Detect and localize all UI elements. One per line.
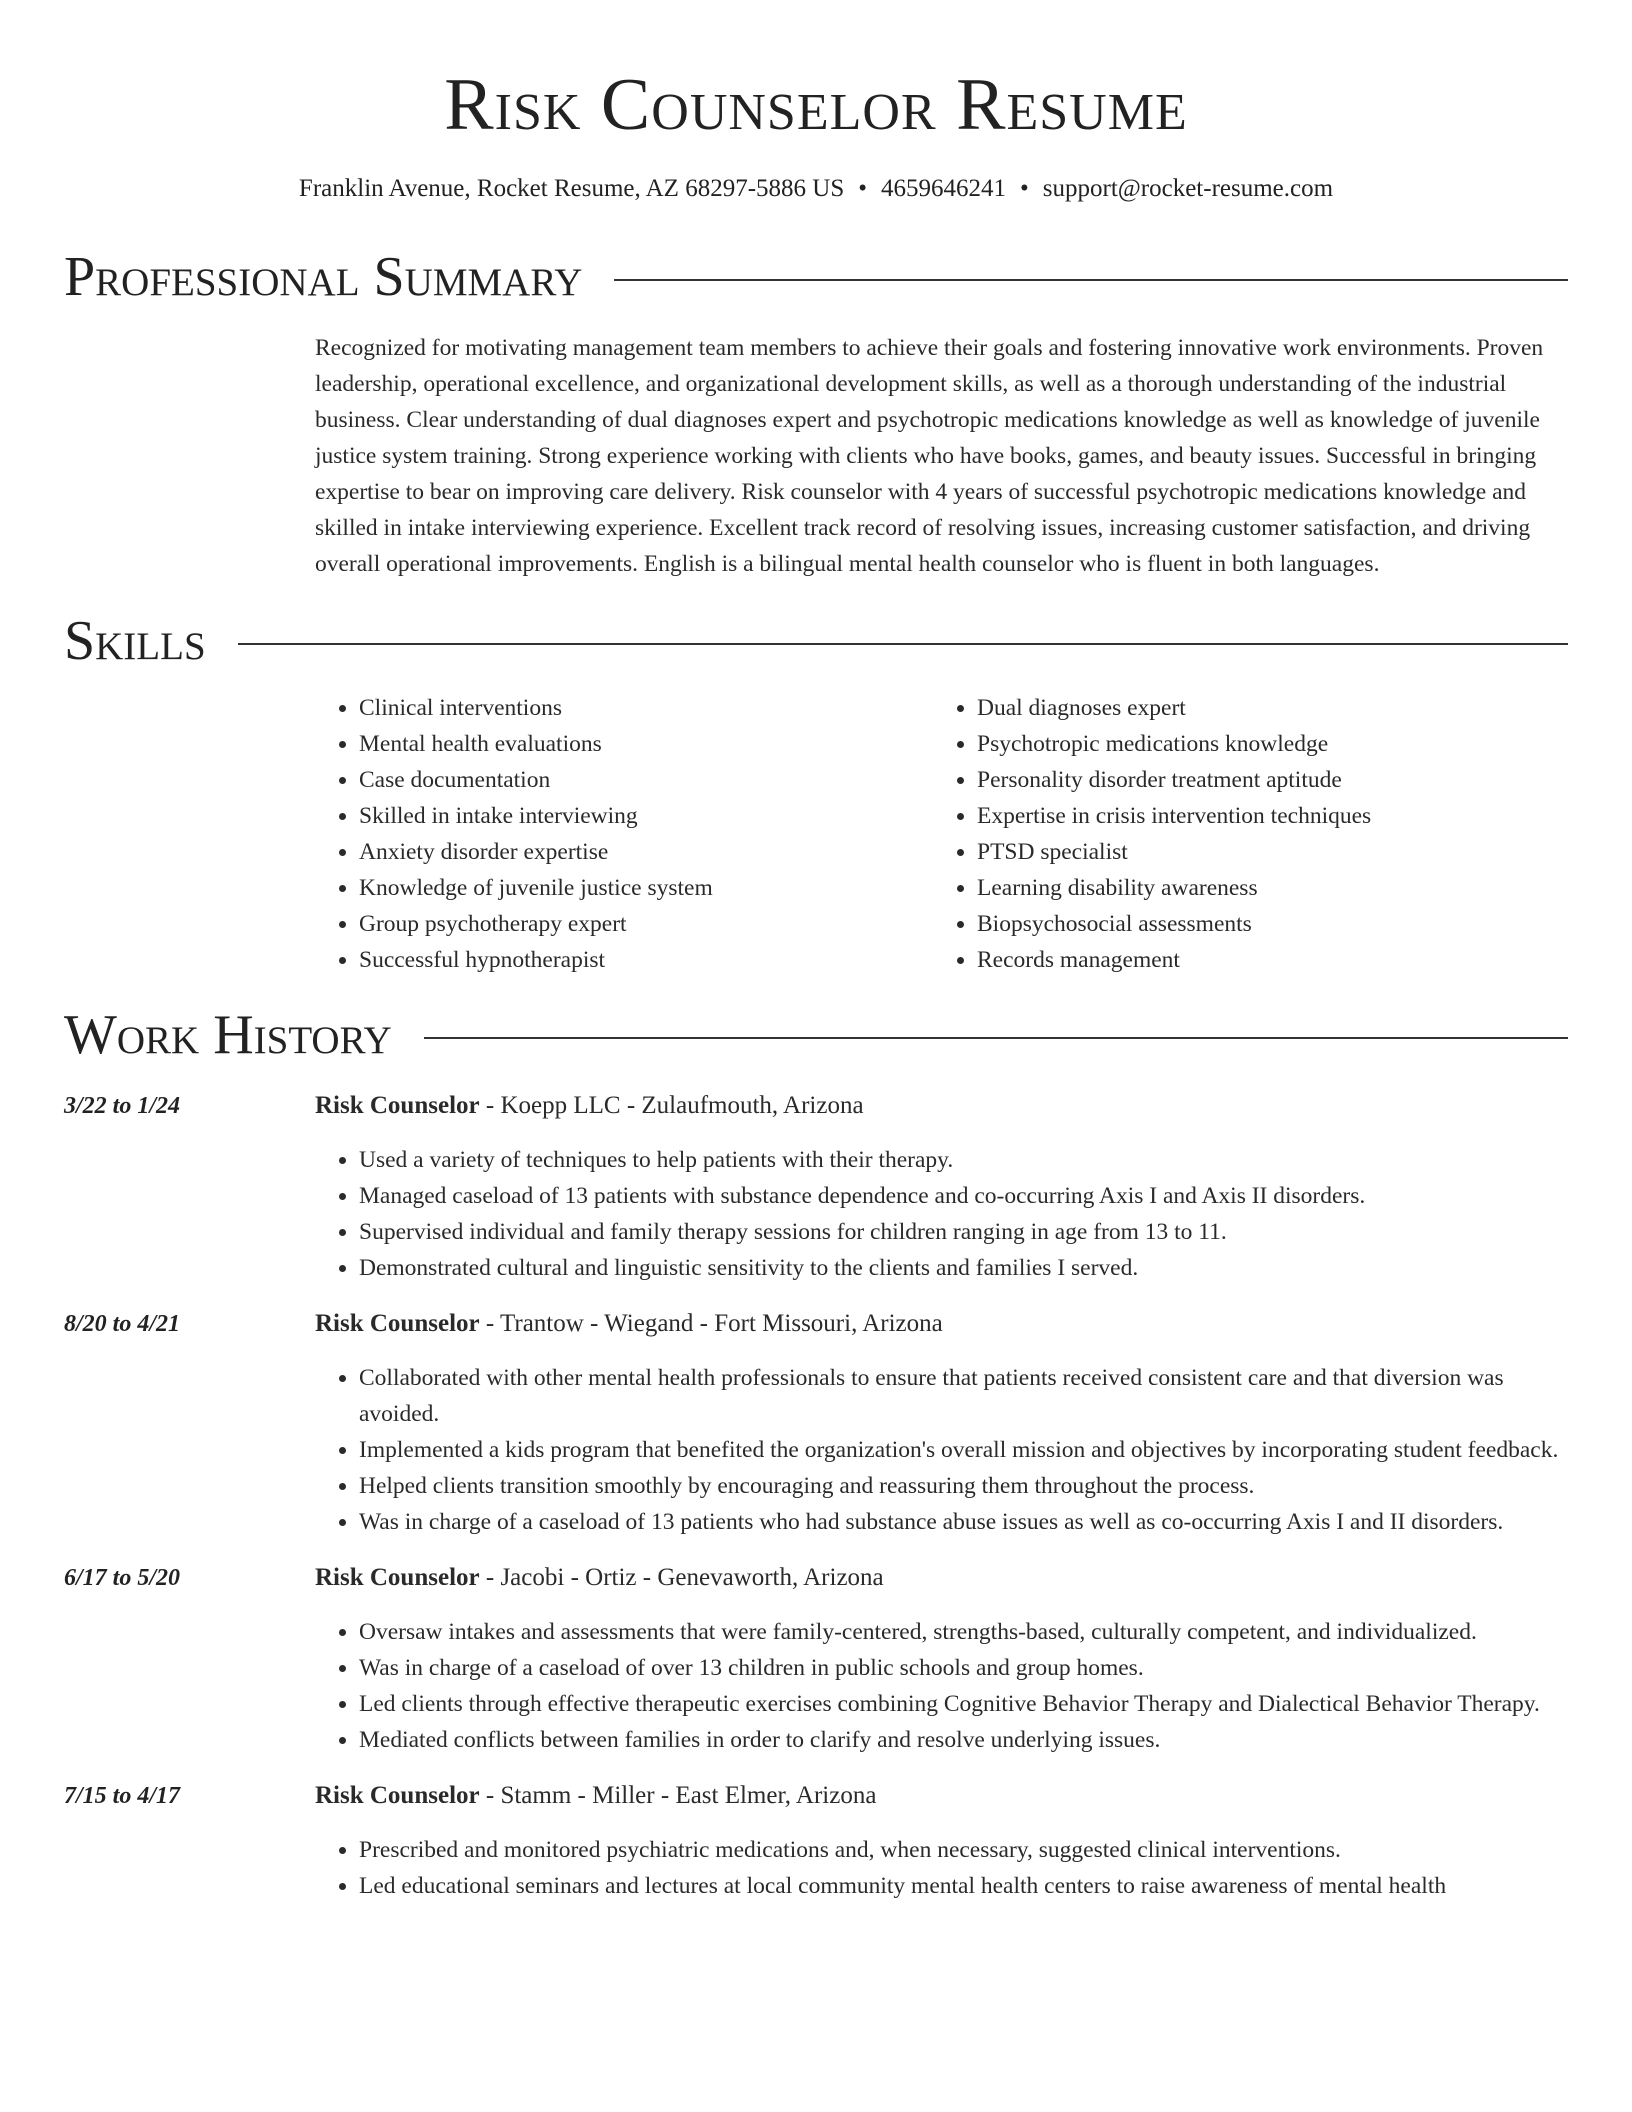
job-duty: • Implemented a kids program that benefited the organization's overall mission and objectives by incorporating student feedback. [359,1432,1568,1468]
job-duty: • Collaborated with other mental health professionals to ensure that patients received consistent care and that diversion was avoided. [359,1360,1568,1432]
skill-item: • Dual diagnoses expert [977,690,1557,726]
skills-heading: Skills [64,610,206,672]
skill-item: • PTSD specialist [977,834,1557,870]
job-duty: • Prescribed and monitored psychiatric medications and, when necessary, suggested clinical interventions. [359,1832,1568,1868]
job-employer: - Koepp LLC - Zulaufmouth, Arizona [479,1092,864,1119]
job-details [315,1088,1568,1286]
job-dates: 3/22 to 1/24 [64,1093,181,1119]
job-employer: - Jacobi - Ortiz - Genevaworth, Arizona [479,1564,884,1591]
job-duty: • Helped clients transition smoothly by encouraging and reassuring them throughout the process. [359,1468,1568,1504]
job-duty: • Managed caseload of 13 patients with substance dependence and co-occurring Axis I and Axis II disorders. [359,1178,1568,1214]
job-details [315,1306,1568,1540]
job-heading [315,1560,1568,1596]
job-entry [64,1778,1568,1904]
skill-item: • Expertise in crisis intervention techniques [977,798,1557,834]
skill-item: • Psychotropic medications knowledge [977,726,1557,762]
skills-column-right [933,690,1557,978]
section-divider [238,643,1568,645]
job-title: Risk Counselor [315,1782,480,1809]
skill-item: • Mental health evaluations [359,726,933,762]
skill-item: • Clinical interventions [359,690,933,726]
job-duty: • Mediated conflicts between families in order to clarify and resolve underlying issues. [359,1722,1568,1758]
skill-item: • Successful hypnotherapist [359,942,933,978]
skills-list [315,690,1568,978]
section-divider [614,279,1568,281]
job-duties [315,1142,1568,1286]
work-section-header [64,1004,1568,1066]
job-duty: • Demonstrated cultural and linguistic sensitivity to the clients and families I served. [359,1250,1568,1286]
job-duty: • Supervised individual and family therapy sessions for children ranging in age from 13 to 11. [359,1214,1568,1250]
skill-item: • Anxiety disorder expertise [359,834,933,870]
job-title: Risk Counselor [315,1564,480,1591]
job-title: Risk Counselor [315,1092,480,1119]
skill-item: • Case documentation [359,762,933,798]
work-history-list [64,1088,1568,1904]
job-duty: • Was in charge of a caseload of over 13 children in public schools and group homes. [359,1650,1568,1686]
skill-item: • Learning disability awareness [977,870,1557,906]
job-dates: 7/15 to 4/17 [64,1783,181,1809]
contact-separator: • [858,175,867,202]
contact-separator: • [1020,175,1029,202]
job-dates: 8/20 to 4/21 [64,1311,181,1337]
job-duty: • Used a variety of techniques to help patients with their therapy. [359,1142,1568,1178]
job-duties [315,1614,1568,1758]
skill-item: • Knowledge of juvenile justice system [359,870,933,906]
job-heading [315,1088,1568,1124]
job-heading [315,1306,1568,1342]
job-duties [315,1832,1568,1904]
job-heading [315,1778,1568,1814]
job-duty: • Oversaw intakes and assessments that were family-centered, strengths-based, culturally competent, and individualized. [359,1614,1568,1650]
job-duty: • Led clients through effective therapeutic exercises combining Cognitive Behavior Therapy and Dialectical Behavior Therapy. [359,1686,1568,1722]
job-dates: 6/17 to 5/20 [64,1565,181,1591]
skill-item: • Records management [977,942,1557,978]
contact-email: support@rocket-resume.com [1042,175,1334,202]
job-duty: • Was in charge of a caseload of 13 patients who had substance abuse issues as well as co-occurring Axis I and II disorders. [359,1504,1568,1540]
skills-column-left [315,690,933,978]
work-heading: Work History [64,1004,392,1066]
resume-title: Risk Counselor Resume [444,64,1188,146]
section-divider [424,1037,1568,1039]
summary-heading: Professional Summary [64,246,583,308]
skill-item: • Group psychotherapy expert [359,906,933,942]
job-entry [64,1088,1568,1286]
skill-item: • Biopsychosocial assessments [977,906,1557,942]
job-title: Risk Counselor [315,1310,480,1337]
job-employer: - Stamm - Miller - East Elmer, Arizona [479,1782,877,1809]
job-employer: - Trantow - Wiegand - Fort Missouri, Arizona [479,1310,943,1337]
skill-item: • Personality disorder treatment aptitude [977,762,1557,798]
job-details [315,1560,1568,1758]
summary-section-header [64,246,1568,308]
job-duty: • Led educational seminars and lectures at local community mental health centers to raise awareness of mental health [359,1868,1568,1904]
job-entry [64,1306,1568,1540]
job-details [315,1778,1568,1904]
resume-page [64,0,1568,1904]
job-duties [315,1360,1568,1540]
summary-text: Recognized for motivating management team members to achieve their goals and fostering innovative work environments. Proven leadership, operational excellence, and organizational development skills, as well as a thorough understanding of the industrial business. Clear understanding of dual diagnoses expert and psychotropic medications knowledge as well as knowledge of juvenile justice system training. Strong experience working with clients who have books, games, and beauty issues. Successful in bringing expertise to bear on improving care delivery. Risk counselor with 4 years of successful psychotropic medications knowledge and skilled in intake interviewing experience. Excellent track record of resolving issues, increasing customer satisfaction, and driving overall operational improvements. English is a bilingual mental health counselor who is fluent in both languages. [315,335,1544,577]
job-entry [64,1560,1568,1758]
skills-section-header [64,610,1568,672]
contact-address: Franklin Avenue, Rocket Resume, AZ 68297-5886 US [298,175,845,202]
contact-phone: 4659646241 [881,175,1006,202]
contact-line [64,172,1568,206]
skill-item: • Skilled in intake interviewing [359,798,933,834]
